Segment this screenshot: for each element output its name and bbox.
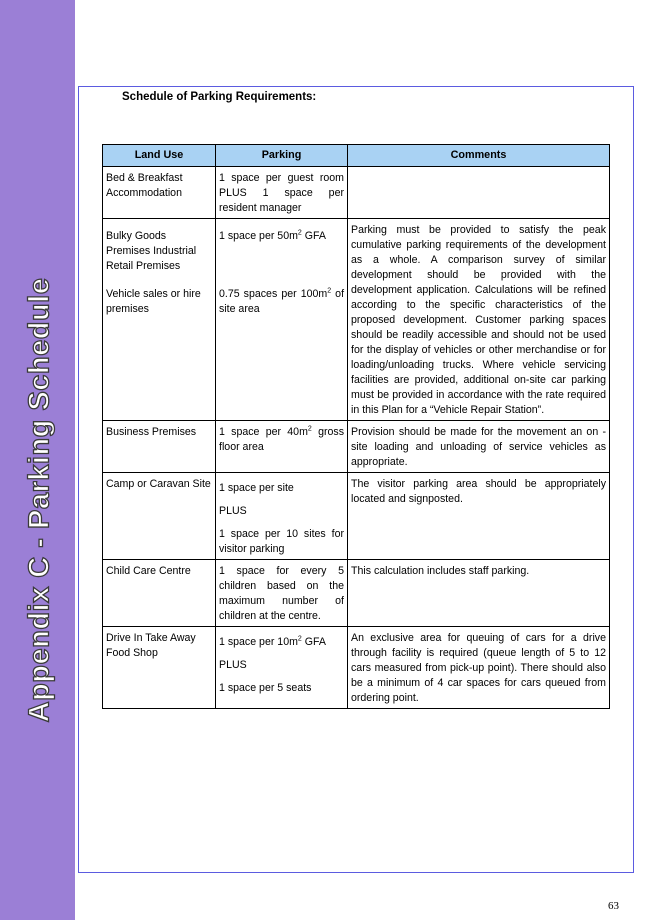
parking-line: PLUS (219, 659, 247, 671)
header-comments: Comments (348, 145, 610, 167)
table-header-row (103, 145, 610, 167)
page-number: 63 (608, 900, 619, 912)
parking-vehicle-sales: 0.75 spaces per $100m^2$ of site area (219, 287, 345, 315)
parking-schedule-table (102, 144, 610, 709)
parking-cell: 1 space per guest room PLUS 1 space per resident manager (216, 167, 348, 219)
table-row (103, 167, 610, 219)
land-use-cell: Drive In Take Away Food Shop (103, 627, 216, 709)
parking-cell (216, 627, 348, 709)
comments-cell: The visitor parking area should be appropriately located and signposted. (348, 473, 610, 560)
parking-cell: 1 space per $40m^2$ gross floor area (216, 421, 348, 473)
table-row (103, 627, 610, 709)
land-use-cell: Business Premises (103, 421, 216, 473)
comments-cell: Parking must be provided to satisfy the peak cumulative parking requirements of the development as a whole. A comparison survey of similar development should be provided with the development application. Calculations will be refined according to the specific characteristics of the proposed development. Customer parking spaces should be readily accessible and should not be used for the display of vehicles or other merchandise or for loading/unloading trucks. Where vehicle servicing facilities are provided, additional on-site car parking must be provided in accordance with the rate required in this Plan for a “Vehicle Repair Station”. (348, 219, 610, 421)
parking-cell (216, 219, 348, 421)
land-use-cell: Child Care Centre (103, 560, 216, 627)
sidebar-title: Appendix C - Parking Schedule (23, 277, 56, 723)
comments-cell: This calculation includes staff parking. (348, 560, 610, 627)
table-row (103, 421, 610, 473)
comments-cell: An exclusive area for queuing of cars for a drive through facility is required (queue length of 5 to 12 cars measured from pick-up point). There should also be a minimum of 4 car spaces for cars queued from ordering point. (348, 627, 610, 709)
parking-line: 1 space per 5 seats (219, 682, 312, 694)
parking-line: 1 space per 10 sites for visitor parking (219, 528, 344, 555)
land-use-cell: Bed & Breakfast Accommodation (103, 167, 216, 219)
header-parking: Parking (216, 145, 348, 167)
parking-line: PLUS (219, 505, 247, 517)
parking-line: 1 space per site (219, 482, 294, 494)
comments-cell (348, 167, 610, 219)
comments-cell: Provision should be made for the movement an on -site loading and unloading of service vehicles as appropriate. (348, 421, 610, 473)
land-use-cell: Camp or Caravan Site (103, 473, 216, 560)
land-use-cell (103, 219, 216, 421)
header-land-use: Land Use (103, 145, 216, 167)
parking-bulky-goods: 1 space per $50m^2$ GFA (219, 229, 326, 242)
parking-cell: 1 space for every 5 children based on the maximum number of children at the centre. (216, 560, 348, 627)
table-row (103, 473, 610, 560)
table-row (103, 560, 610, 627)
sidebar-band (0, 0, 75, 920)
table-row (103, 219, 610, 421)
parking-line: 1 space per $10m^2$ GFA (219, 635, 326, 648)
parking-cell (216, 473, 348, 560)
page-heading: Schedule of Parking Requirements: (122, 91, 317, 103)
land-use-bulky-goods: Bulky Goods Premises Industrial Retail Premises (106, 230, 197, 272)
land-use-vehicle-sales: Vehicle sales or hire premises (106, 288, 201, 315)
